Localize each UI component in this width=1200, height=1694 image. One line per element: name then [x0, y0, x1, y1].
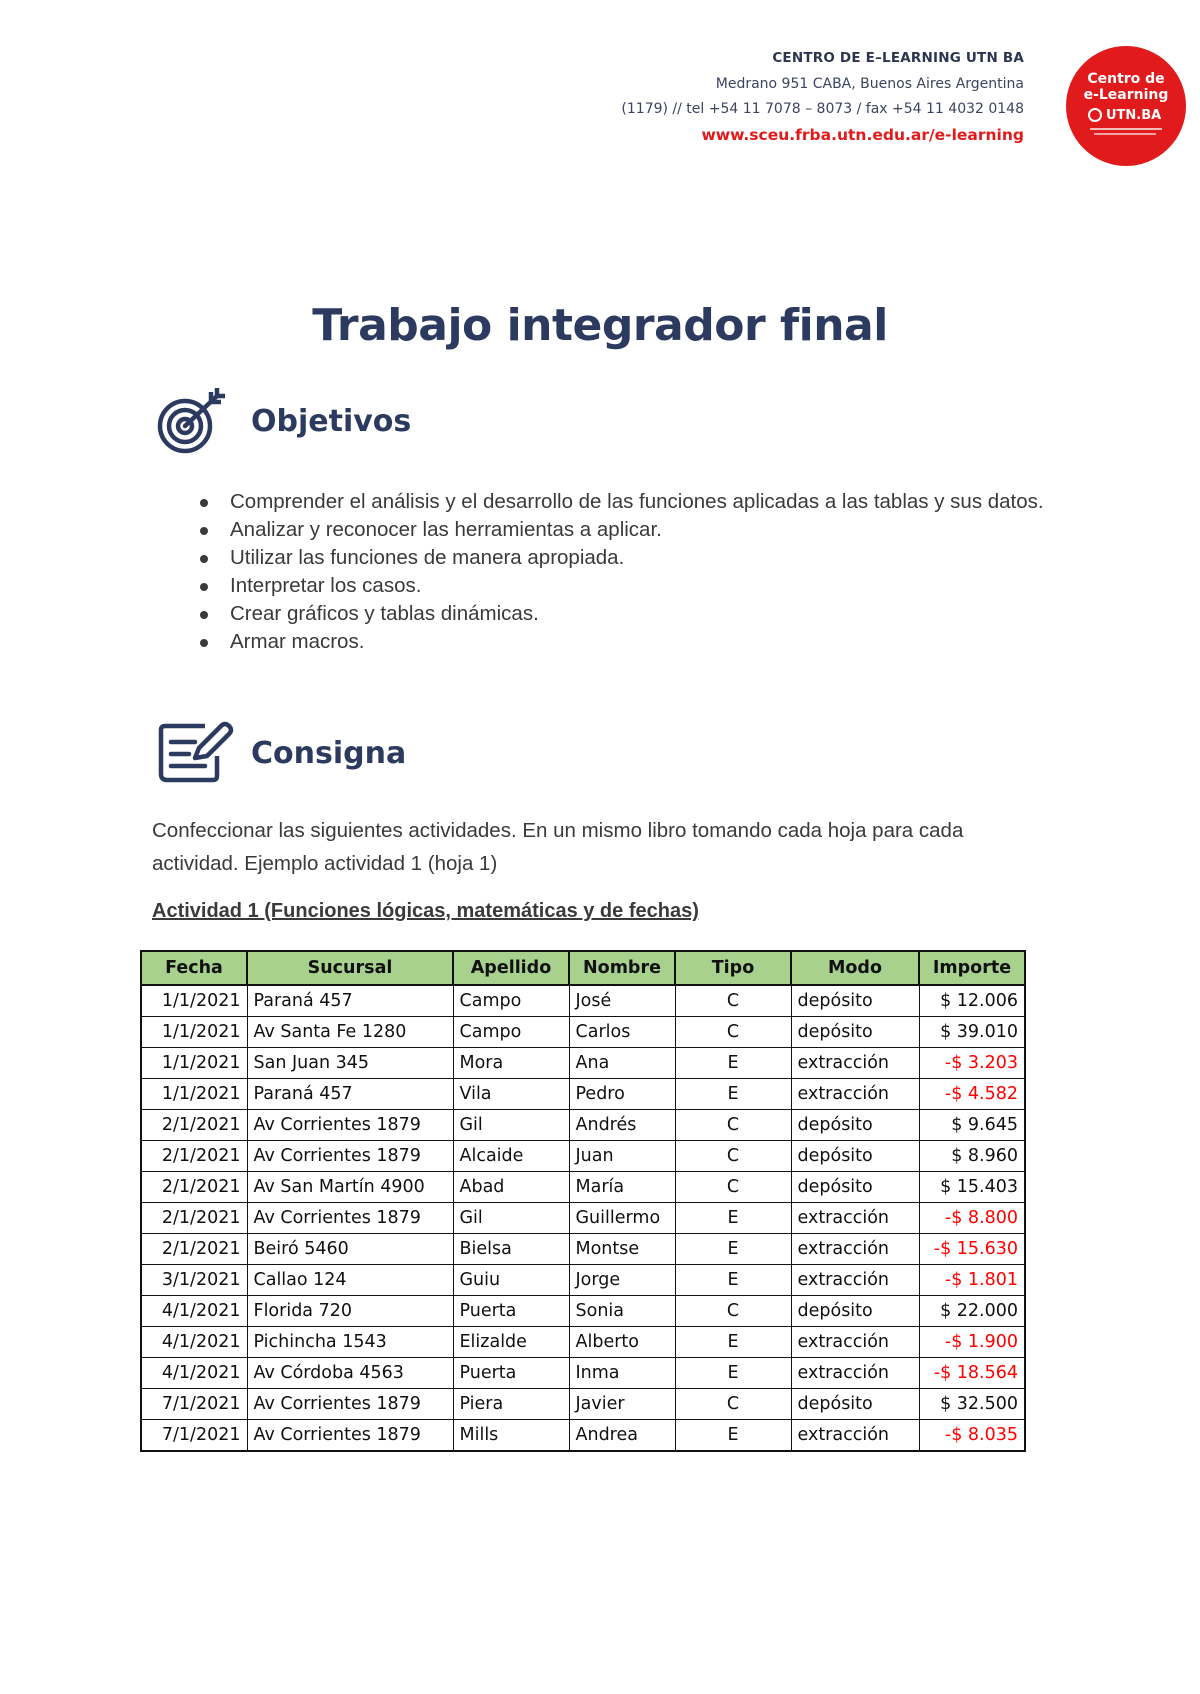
table-header-row [141, 951, 1025, 985]
table-row [141, 1017, 1025, 1048]
cell-apellido: Puerta [453, 1358, 569, 1389]
cell-tipo: E [675, 1048, 791, 1079]
cell-sucursal: Av Córdoba 4563 [247, 1358, 453, 1389]
col-sucursal: Sucursal [247, 951, 453, 985]
cell-sucursal: Pichincha 1543 [247, 1327, 453, 1358]
cell-modo: extracción [791, 1358, 919, 1389]
cell-nombre: Andrés [569, 1110, 675, 1141]
cell-importe: $ 8.960 [919, 1141, 1025, 1172]
cell-apellido: Piera [453, 1389, 569, 1420]
cell-tipo: E [675, 1358, 791, 1389]
org-name: CENTRO DE E–LEARNING UTN BA [772, 50, 1024, 66]
cell-fecha: 1/1/2021 [141, 1048, 247, 1079]
cell-fecha: 4/1/2021 [141, 1358, 247, 1389]
cell-importe: $ 39.010 [919, 1017, 1025, 1048]
cell-importe: $ 32.500 [919, 1389, 1025, 1420]
cell-sucursal: Paraná 457 [247, 1079, 453, 1110]
seal-icon [1088, 108, 1102, 122]
col-modo: Modo [791, 951, 919, 985]
org-address: Medrano 951 CABA, Buenos Aires Argentina [715, 75, 1024, 92]
cell-importe: -$ 1.801 [919, 1265, 1025, 1296]
cell-sucursal: Av Corrientes 1879 [247, 1141, 453, 1172]
list-item: Comprender el análisis y el desarrollo de las funciones aplicadas a las tablas y sus datos. [200, 488, 1070, 516]
cell-apellido: Campo [453, 1017, 569, 1048]
cell-fecha: 2/1/2021 [141, 1141, 247, 1172]
cell-apellido: Gil [453, 1203, 569, 1234]
cell-nombre: Ana [569, 1048, 675, 1079]
cell-modo: extracción [791, 1048, 919, 1079]
cell-importe: -$ 8.035 [919, 1420, 1025, 1452]
table-body [141, 985, 1025, 1451]
cell-tipo: E [675, 1265, 791, 1296]
cell-tipo: E [675, 1234, 791, 1265]
utn-elearning-logo [1066, 46, 1186, 166]
logo-line-1: Centro de [1087, 71, 1165, 87]
cell-apellido: Elizalde [453, 1327, 569, 1358]
cell-nombre: Sonia [569, 1296, 675, 1327]
cell-importe: $ 22.000 [919, 1296, 1025, 1327]
cell-apellido: Gil [453, 1110, 569, 1141]
col-apellido: Apellido [453, 951, 569, 985]
cell-modo: depósito [791, 1141, 919, 1172]
cell-tipo: C [675, 1389, 791, 1420]
consigna-heading [155, 720, 406, 786]
cell-modo: extracción [791, 1327, 919, 1358]
col-importe: Importe [919, 951, 1025, 985]
cell-importe: -$ 8.800 [919, 1203, 1025, 1234]
cell-sucursal: Paraná 457 [247, 985, 453, 1017]
cell-fecha: 2/1/2021 [141, 1234, 247, 1265]
logo-underline [1090, 128, 1162, 130]
cell-modo: extracción [791, 1203, 919, 1234]
table-row [141, 1172, 1025, 1203]
cell-fecha: 2/1/2021 [141, 1172, 247, 1203]
table-row [141, 1420, 1025, 1452]
cell-fecha: 4/1/2021 [141, 1296, 247, 1327]
cell-nombre: Alberto [569, 1327, 675, 1358]
cell-tipo: C [675, 1141, 791, 1172]
cell-nombre: Guillermo [569, 1203, 675, 1234]
cell-apellido: Puerta [453, 1296, 569, 1327]
cell-modo: depósito [791, 985, 919, 1017]
cell-importe: -$ 1.900 [919, 1327, 1025, 1358]
cell-tipo: C [675, 1017, 791, 1048]
cell-apellido: Campo [453, 985, 569, 1017]
page-header [621, 46, 1024, 148]
cell-sucursal: Callao 124 [247, 1265, 453, 1296]
table-row [141, 985, 1025, 1017]
cell-importe: $ 15.403 [919, 1172, 1025, 1203]
logo-underline-2 [1094, 133, 1156, 135]
cell-fecha: 7/1/2021 [141, 1420, 247, 1452]
cell-nombre: Javier [569, 1389, 675, 1420]
cell-fecha: 1/1/2021 [141, 1017, 247, 1048]
cell-sucursal: Florida 720 [247, 1296, 453, 1327]
cell-apellido: Mora [453, 1048, 569, 1079]
cell-tipo: E [675, 1420, 791, 1452]
cell-importe: -$ 4.582 [919, 1079, 1025, 1110]
cell-sucursal: San Juan 345 [247, 1048, 453, 1079]
cell-nombre: Montse [569, 1234, 675, 1265]
cell-modo: depósito [791, 1172, 919, 1203]
objetivos-heading [155, 388, 411, 454]
consigna-title: Consigna [251, 735, 407, 771]
list-item: Interpretar los casos. [200, 572, 1070, 600]
objetivos-list [200, 488, 1070, 656]
col-fecha: Fecha [141, 951, 247, 985]
cell-nombre: Jorge [569, 1265, 675, 1296]
cell-apellido: Mills [453, 1420, 569, 1452]
col-tipo: Tipo [675, 951, 791, 985]
cell-fecha: 2/1/2021 [141, 1203, 247, 1234]
table-row [141, 1141, 1025, 1172]
list-item: Crear gráficos y tablas dinámicas. [200, 600, 1070, 628]
cell-modo: extracción [791, 1265, 919, 1296]
cell-nombre: Carlos [569, 1017, 675, 1048]
cell-importe: $ 12.006 [919, 985, 1025, 1017]
cell-importe: -$ 18.564 [919, 1358, 1025, 1389]
table-row [141, 1296, 1025, 1327]
cell-tipo: C [675, 1296, 791, 1327]
cell-sucursal: Av Corrientes 1879 [247, 1389, 453, 1420]
cell-tipo: C [675, 985, 791, 1017]
logo-line-2: e-Learning [1083, 87, 1169, 103]
cell-importe: -$ 15.630 [919, 1234, 1025, 1265]
table-row [141, 1358, 1025, 1389]
cell-sucursal: Av Corrientes 1879 [247, 1203, 453, 1234]
org-website-link[interactable]: www.sceu.frba.utn.edu.ar/e-learning [701, 125, 1024, 144]
form-pencil-icon [155, 720, 235, 786]
cell-tipo: E [675, 1079, 791, 1110]
activity-1-table [140, 950, 1026, 1452]
list-item: Utilizar las funciones de manera apropiada. [200, 544, 1070, 572]
cell-fecha: 7/1/2021 [141, 1389, 247, 1420]
cell-importe: $ 9.645 [919, 1110, 1025, 1141]
objetivos-title: Objetivos [251, 403, 412, 439]
list-item: Armar macros. [200, 628, 1070, 656]
cell-nombre: Pedro [569, 1079, 675, 1110]
table-row [141, 1079, 1025, 1110]
logo-line-3: UTN.BA [1106, 108, 1162, 123]
cell-fecha: 1/1/2021 [141, 985, 247, 1017]
cell-nombre: Andrea [569, 1420, 675, 1452]
activity-1-title: Actividad 1 (Funciones lógicas, matemáticas y de fechas) [152, 900, 699, 922]
table-row [141, 1327, 1025, 1358]
table-row [141, 1265, 1025, 1296]
cell-nombre: Inma [569, 1358, 675, 1389]
consigna-text: Confeccionar las siguientes actividades. En un mismo libro tomando cada hoja para cada actividad. Ejemplo actividad 1 (hoja 1) [152, 819, 964, 875]
cell-tipo: C [675, 1110, 791, 1141]
cell-tipo: E [675, 1203, 791, 1234]
cell-fecha: 4/1/2021 [141, 1327, 247, 1358]
cell-sucursal: Av Corrientes 1879 [247, 1110, 453, 1141]
cell-nombre: Juan [569, 1141, 675, 1172]
cell-sucursal: Beiró 5460 [247, 1234, 453, 1265]
page-title: Trabajo integrador final [312, 300, 888, 351]
cell-nombre: María [569, 1172, 675, 1203]
cell-tipo: E [675, 1327, 791, 1358]
cell-importe: -$ 3.203 [919, 1048, 1025, 1079]
org-phone: (1179) // tel +54 11 7078 – 8073 / fax +54 11 4032 0148 [621, 101, 1024, 117]
target-icon [155, 388, 235, 454]
list-item: Analizar y reconocer las herramientas a aplicar. [200, 516, 1070, 544]
cell-modo: extracción [791, 1079, 919, 1110]
table-row [141, 1110, 1025, 1141]
cell-fecha: 3/1/2021 [141, 1265, 247, 1296]
table-row [141, 1234, 1025, 1265]
cell-nombre: José [569, 985, 675, 1017]
cell-modo: extracción [791, 1234, 919, 1265]
table-row [141, 1048, 1025, 1079]
cell-sucursal: Av Santa Fe 1280 [247, 1017, 453, 1048]
cell-tipo: C [675, 1172, 791, 1203]
table-row [141, 1203, 1025, 1234]
cell-apellido: Alcaide [453, 1141, 569, 1172]
cell-modo: depósito [791, 1296, 919, 1327]
cell-modo: extracción [791, 1420, 919, 1452]
table-row [141, 1389, 1025, 1420]
cell-fecha: 2/1/2021 [141, 1110, 247, 1141]
col-nombre: Nombre [569, 951, 675, 985]
cell-modo: depósito [791, 1017, 919, 1048]
cell-sucursal: Av Corrientes 1879 [247, 1420, 453, 1452]
cell-modo: depósito [791, 1110, 919, 1141]
cell-apellido: Abad [453, 1172, 569, 1203]
cell-sucursal: Av San Martín 4900 [247, 1172, 453, 1203]
cell-apellido: Vila [453, 1079, 569, 1110]
cell-modo: depósito [791, 1389, 919, 1420]
cell-fecha: 1/1/2021 [141, 1079, 247, 1110]
cell-apellido: Bielsa [453, 1234, 569, 1265]
cell-apellido: Guiu [453, 1265, 569, 1296]
